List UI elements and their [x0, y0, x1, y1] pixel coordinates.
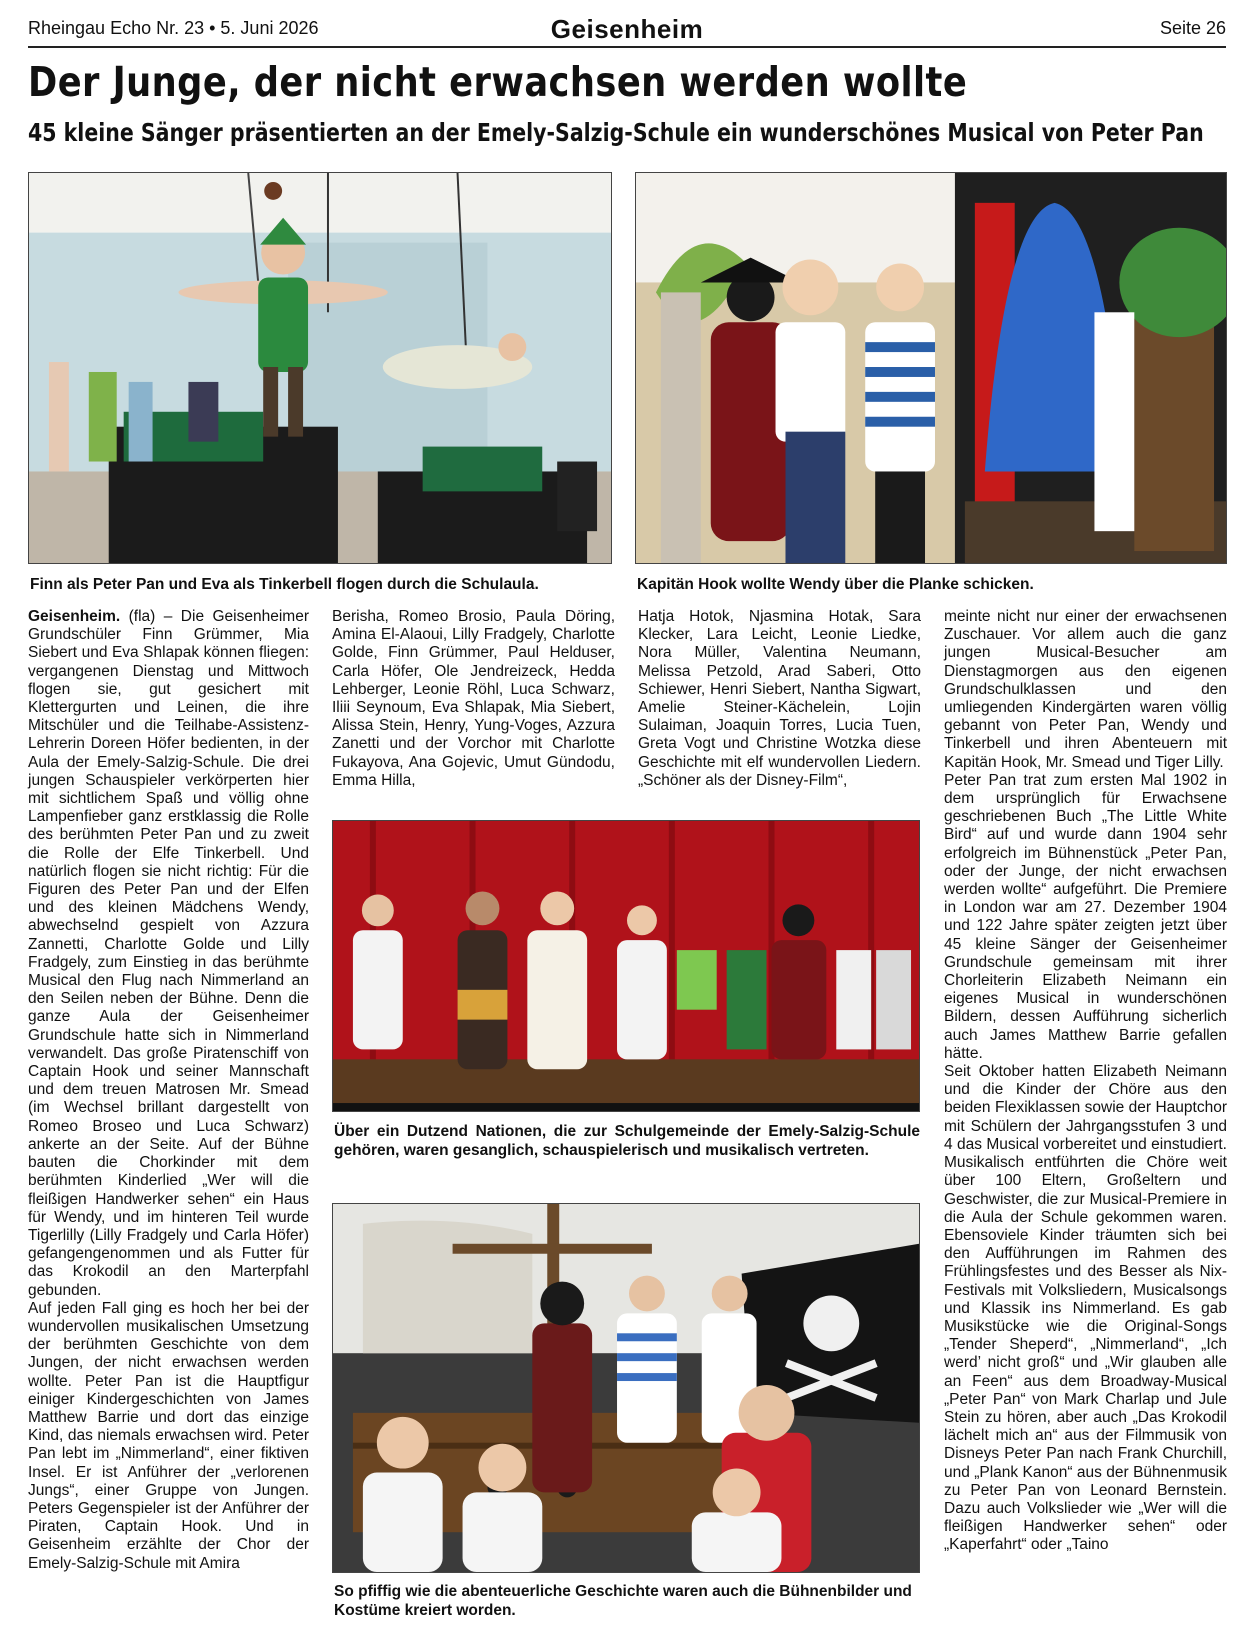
paragraph: meinte nicht nur einer der erwachsenen Zuschauer. Vor allem auch die ganz jungen Musical-Besucher am Dienstagmorgen aus den eigenen Grundschulklassen und den umliegenden Kindergärten waren völlig gebannt von Peter Pan, Wendy und Tinkerbell und ihren Abenteuern mit Kapitän Hook, Mr. Smead und Tiger Lilly. [944, 608, 1227, 771]
paragraph: Hatja Hotok, Njasmina Hotak, Sara Klecker, Lara Leicht, Leonie Liedke, Nora Müller, Valentina Neumann, Melissa Petzold, Arad Saberi, Otto Schiewer, Henri Siebert, Nantha Sigwart, Amelie Steiner-Kächelein, Lojin Sulaiman, Joaquin Torres, Lucia Tuen, Greta Vogt und Christine Wotzka diese Geschichte mit elf wundervollen Liedern. „Schöner als der Disney-Film“, [638, 608, 921, 789]
caption-photo1: Finn als Peter Pan und Eva als Tinkerbell flogen durch die Schulaula. [30, 576, 539, 593]
paragraph: Peter Pan trat zum ersten Mal 1902 in dem ursprünglich für Erwachsene geschriebenen Buch „The Little White Bird“ auf und wurde dann 1904 sehr erfolgreich im Bühnenstück „Peter Pan, oder der Junge, der nicht erwachsen werden wollte“ aufgeführt. Die Premiere in London war am 27. Dezember 1904 und 122 Jahre später zeigten jetzt über 45 kleine Sänger der Geisenheimer Grundschule gemeinsam mit ihrer Chorleiterin Elizabeth Neimann ein eigenes Musical in wunderschönen Bildern, dessen Aufführung sicherlich auch James Matthew Barrie gefallen hätte. [944, 771, 1227, 1062]
caption-photo3: Über ein Dutzend Nationen, die zur Schulgemeinde der Emely-Salzig-Schule gehören, waren gesanglich, schauspielerisch und musikalisch vertreten. [334, 1123, 920, 1159]
article-column-4 [944, 608, 1227, 1555]
caption-photo2: Kapitän Hook wollte Wendy über die Planke schicken. [637, 576, 1034, 593]
dateline: Geisenheim. [28, 608, 121, 625]
paragraph: Berisha, Romeo Brosio, Paula Döring, Amina El-Alaoui, Lilly Fradgely, Charlotte Golde, Finn Grümmer, Paul Helduser, Carla Höfer, Ole Jendreizeck, Hedda Lehberger, Leonie Röhl, Luca Schwarz, Iliii Seynoum, Eva Shlapak, Mia Siebert, Alissa Stein, Henry, Yung-Voges, Azzura Zanetti und der Vorchor mit Charlotte Fukayova, Ana Gojevic, Umut Gündodu, Emma Hilla, [332, 608, 615, 789]
photo-pirate-stage [635, 172, 1227, 564]
paragraph: Auf jeden Fall ging es hoch her bei der wundervollen musikalischen Umsetzung der berühmten Geschichte von dem Jungen, der nicht erwachsen werden wollte. Peter Pan ist die Hauptfigur einiger Kindergeschichten von James Matthew Barrie und dort das einzige Kind, das niemals erwachsen wird. Peter Pan lebt im „Nimmerland“, einer fiktiven Insel. Er ist Anführer der „verlorenen Jungs“, einer Gruppe von Jungen. Peters Gegenspieler ist der Anführer der Piraten, Captain Hook. Und in Geisenheim erzählte der Chor der Emely-Salzig-Schule mit Amira [28, 1299, 309, 1572]
photo-choir-stage [332, 820, 920, 1112]
flying-children-photo-icon [29, 173, 611, 563]
issue-line: Rheingau Echo Nr. 23 • 5. Juni 2026 [28, 18, 319, 38]
caption-photo4: So pfiffig wie die abenteuerliche Geschichte waren auch die Bühnenbilder und Kostüme kreiert worden. [334, 1583, 912, 1619]
paragraph-text: (fla) – Die Geisenheimer Grundschüler Finn Grümmer, Mia Siebert und Eva Shlapak können fliegen: vergangenen Dienstag und Mittwoch flogen sie, gut gesichert mit Klettergurten und Leinen, die ihre Mitschüler und die Teilhabe-Assistenz-Lehrerin Doreen Höfer bedienten, in der Aula der Emely-Salzig-Schule. Die drei jungen Schauspieler verkörperten hier mit sichtlichem Spaß und völlig ohne Lampenfieber ganz erstklassig die Rolle des berühmten Peter Pan und zu zweit die Rolle der Elfe Tinkerbell. Und natürlich flogen sie nicht richtig: Für die Figuren des Peter Pan und der Elfen und des kleinen Mädchens Wendy, abwechselnd gespielt von Azzura Zannetti, Charlotte Golde und Lilly Fradgely, zum Einstieg in das berühmte Musical den Flug nach Nimmerland an den Seilen neben der Bühne. Denn die ganze Aula der Geisenheimer Grundschule hatte sich in Nimmerland verwandelt. Das große Piratenschiff von Captain Hook und seiner Mannschaft und dem treuen Matrosen Mr. Smead (im Wechsel brillant dargestellt von Romeo Broseo und Luca Schwarz) ankerte an der Seite. Auf der Bühne bauten die Chorkinder mit dem berühmten Kinderlied „Wer will die fleißigen Handwerker sehen“ ein Haus für Wendy, und im hinteren Teil wurde Tigerlilly (Lilly Fradgely und Carla Höfer) gefangengenommen und als Futter für das Krokodil an den Marterpfahl gebunden. [28, 608, 309, 1299]
page-number: Seite 26 [1159, 18, 1226, 38]
article-column-3 [638, 608, 921, 790]
page-header [28, 14, 1226, 48]
section-title: Geisenheim [550, 14, 704, 44]
pirate-ship-photo-icon [333, 1204, 919, 1572]
photo-pirate-ship [332, 1203, 920, 1573]
pirate-stage-photo-icon [636, 173, 1226, 563]
article-title: Der Junge, der nicht erwachsen werden wollte [28, 58, 968, 106]
article-column-1 [28, 608, 309, 1573]
choir-stage-photo-icon [333, 821, 919, 1111]
article-subtitle: 45 kleine Sänger präsentierten an der Emely-Salzig-Schule ein wunderschönes Musical von Peter Pan [28, 118, 1204, 147]
photo-flying-children [28, 172, 612, 564]
article-column-2 [332, 608, 615, 790]
paragraph: Seit Oktober hatten Elizabeth Neimann und die Kinder der Chöre aus den beiden Flexiklassen sowie der Hauptchor mit Schülern der Jahrgangsstufen 3 und 4 das Musical vorbereitet und einstudiert. Musikalisch entführten die Chöre weit über 100 Eltern, Großeltern und Geschwister, die zur Musical-Premiere in die Aula der Schule gekommen waren. Ebensoviele Kinder träumten sich bei den Aufführungen im Rahmen des Frühlingsfestes und des Besser als Nix-Festivals mit Volksliedern, Musicalsongs und Klassik ins Nimmerland. Es gab Musikstücke wie die Original-Songs „Tender Sheperd“, „Nimmerland“, „Ich werd’ nicht groß“ und „Wir glauben alle an Feen“ aus dem Broadway-Musical „Peter Pan“ von Mark Charlap und Jule Stein zu hören, aber auch „Das Krokodil lächelt mich an“ aus der Filmmusik von Disneys Peter Pan nach Frank Churchill, und „Plank Kanon“ aus der Bühnenmusik zu Peter Pan von Leonard Bernstein. Dazu auch Volkslieder wie „Wer will die fleißigen Handwerker sehen“ oder „Kaperfahrt“ oder „Taino [944, 1063, 1227, 1554]
paragraph [28, 608, 309, 1300]
